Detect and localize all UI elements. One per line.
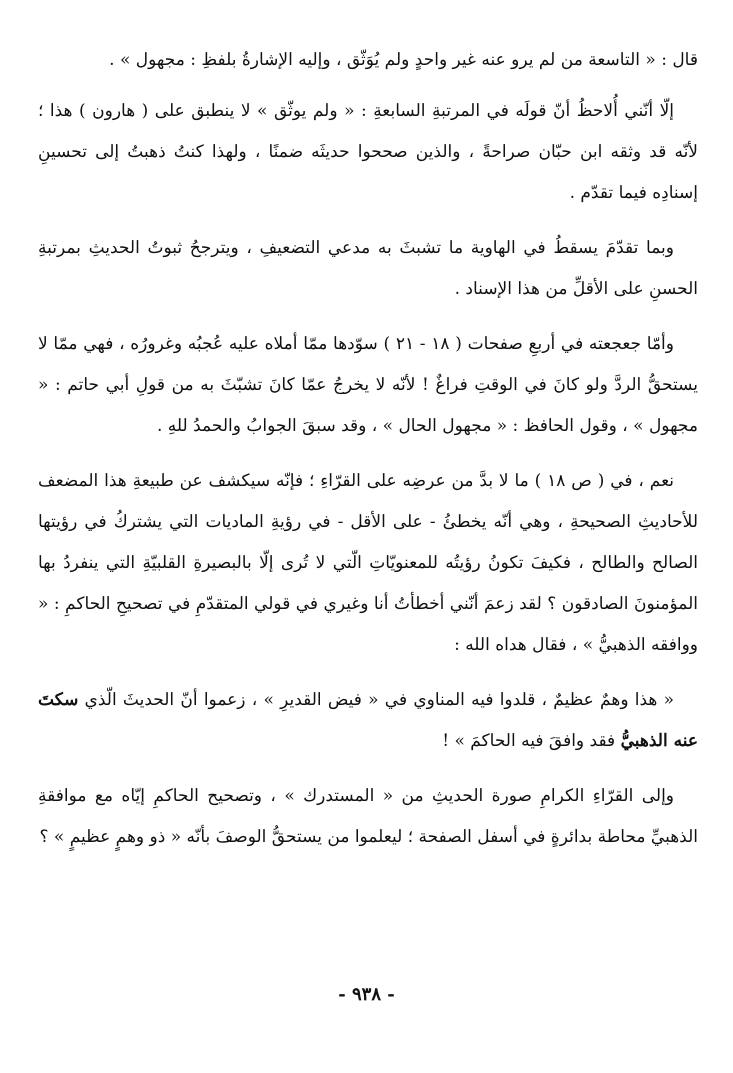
paragraph-7: وإلى القرّاءِ الكرامِ صورة الحديثِ من « المستدرك » ، وتصحيح الحاكمِ إيّاه مع موافقةِ الذهبيِّ محاطة بدائرةٍ في أسفل الصفحة ؛ ليعلموا من يستحقُّ الوصفَ بأنّه « ذو وهمٍ عظيمٍ » ؟ [38,786,698,847]
document-page [38,40,698,872]
paragraph-6-quote [38,680,698,762]
quote-text-start: « هذا وهمٌ عظيمٌ ، قلدوا فيه المناوي في « فيض القديرِ » ، زعموا أنّ الحديثَ الّذي [78,690,674,710]
paragraph-4: وأمّا جعجعته في أربعِ صفحات ( ١٨ - ٢١ ) سوّدها ممّا أملاه عليه عُجبُه وغرورُه ، فهي ممّا لا يستحقُّ الردَّ ولو كانَ في الوقتِ فراغٌ ! لأنّه لا يخرجُ عمّا كانَ تشبّثَ به من قولِ أبي حاتم : « مجهول » ، وقول الحافظ : « مجهول الحال » ، وقد سبقَ الجوابُ والحمدُ للهِ . [38,334,698,436]
paragraph-3: وبما تقدّمَ يسقطُ في الهاوية ما تشبثَ به مدعي التضعيفِ ، ويترجحُ ثبوتُ الحديثِ بمرتبةِ الحسنِ على الأقلِّ من هذا الإسناد . [38,238,698,299]
page-number: - ٩٣٨ - [338,984,395,1005]
paragraph-1: قال : « التاسعة من لم يرو عنه غير واحدٍ ولم يُوَثّق ، وإليه الإشارةُ بلفظِ : مجهول » . [109,50,698,70]
quote-text-end: فقد وافقَ فيه الحاكمَ » ! [442,731,621,751]
paragraph-5: نعم ، في ( ص ١٨ ) ما لا بدَّ من عرضِه على القرّاءِ ؛ فإنّه سيكشف عن طبيعةِ هذا المضعف للأحاديثِ الصحيحةِ ، وهي أنّه يخطئُ - على الأقل - في رؤيةِ الماديات التي يشتركُ في رؤيتها الصالح والطالح ، فكيفَ تكونُ رؤيتُه للمعنويّاتِ الّتي لا تُرى إلّا بالبصيرةِ القلبيّةِ التي ينفردُ بها المؤمنونَ الصادقون ؟ لقد زعمَ أنّني أخطأتُ أنا وغيري في قولي المتقدّمِ في تصحيحِ الحاكمِ : « ووافقه الذهبيُّ » ، فقال هداه الله : [38,471,698,655]
quote-bold-phrase: سكتَ عنه الذهبيُّ [38,690,698,751]
paragraph-2: إلّا أنّني أُلاحظُ أنّ قولَه في المرتبةِ السابعةِ : « ولم يوثّق » لا ينطبق على ( هارون ) هذا ؛ لأنّه قد وثقه ابن حبّان صراحةً ، والذين صححوا حديثَه ضمنًا ، ولهذا كنتُ ذهبتُ إلى تحسينِ إسنادِه فيما تقدّم . [38,101,698,203]
